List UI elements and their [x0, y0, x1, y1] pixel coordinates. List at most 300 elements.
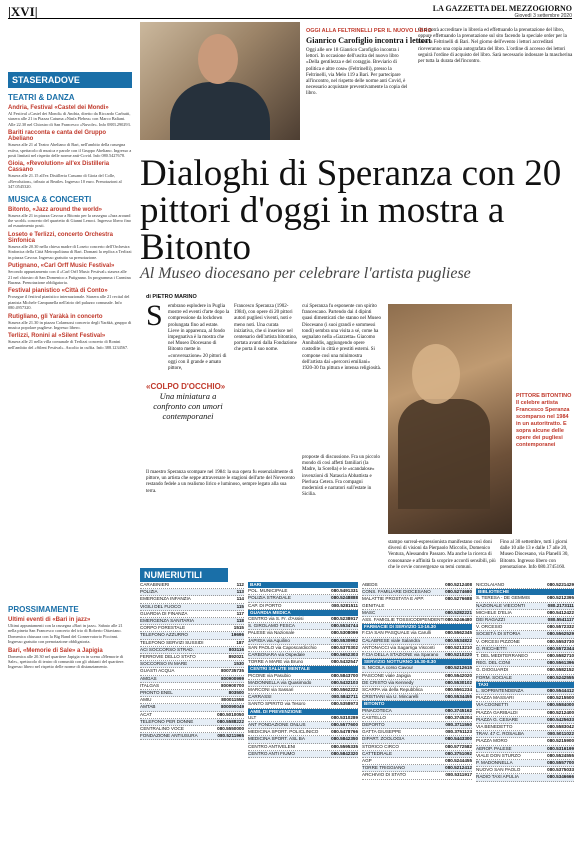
directory-entry	[140, 719, 244, 726]
page-number: |XVI|	[8, 4, 38, 19]
directory-entry-name: AMGAS	[140, 675, 157, 681]
directory-entry	[476, 724, 574, 731]
directory-entry-name: SCARPA via della Repubblica	[362, 687, 423, 693]
photo-figure-head	[198, 34, 238, 84]
page-header	[8, 4, 572, 19]
directory-entry	[362, 652, 472, 659]
directory-entry-name: CRISTIANI via U. Mincarelli	[362, 694, 419, 700]
directory-entry	[362, 638, 472, 645]
directory-entry	[248, 652, 358, 659]
directory-entry-number: 080.5572332	[547, 624, 574, 630]
article-column: Francesco Speranza (1902-1984), con opere di 20 pittori autori pugliesi viventi, noti e meno noti. Una curata iniziativa, che si inserisce nel centenario dell'artista bitontino, portata avanti dalla Fondazione che porta il suo nome.	[234, 304, 298, 353]
painting-figure-head	[412, 344, 460, 404]
directory-entry-name: NICOLAIANO	[476, 582, 505, 587]
section-title: PROSSIMAMENTE	[8, 605, 79, 614]
directory-entry-name: TELEFONO PER DONNE	[140, 718, 194, 724]
directory-entry-number: 080.5346666	[547, 774, 574, 780]
directory-entry-number: 080.5562222	[331, 687, 358, 693]
brief-title: Gianrico Carofiglio incontra i lettori	[306, 36, 431, 45]
directory-entry-name: S. TERESA - DE GEMMIS	[476, 595, 531, 601]
directory-entry-name: VIA COGNETTI	[476, 702, 509, 708]
directory-entry-number: 080.5274680	[445, 589, 472, 595]
directory-entry-name: ARCHIVIO DI STATO	[362, 772, 406, 778]
directory-entry	[140, 618, 244, 625]
directory-entry-name: STORICO CIRCO	[362, 743, 399, 749]
directory-entry-name: DE CRISTO via Kennedy	[362, 679, 414, 685]
directory-entry	[362, 582, 472, 589]
directory-entry-name: TELEFONO AZZURRO	[140, 632, 188, 638]
directory-entry	[476, 603, 574, 610]
directory-entry-number: 080.3751092	[445, 750, 472, 756]
directory-entry-name: GUARDIA MEDICA	[250, 609, 291, 615]
directory-entry-name: AEROP. PALESE	[476, 745, 512, 751]
directory-entry-name: POLIZIA STRADALE	[248, 595, 291, 601]
directory-entry-number: 800011558	[221, 697, 244, 703]
directory-entry	[476, 610, 574, 617]
directory-entry	[140, 625, 244, 632]
directory-entry-name: CENTRO via S. Fr. d'Assisi	[248, 616, 304, 622]
directory-entry-number: 080.5553730	[547, 638, 574, 644]
directory-entry-number: 080.5541117	[547, 617, 574, 623]
directory-entry	[140, 676, 244, 683]
directory-entry-number: 1515	[233, 625, 244, 631]
directory-entry-name: PICONE via Pasubio	[248, 672, 291, 678]
directory-entry	[140, 582, 244, 589]
directory-entry-name: ANTONACCI via Sagarriga Visconti	[362, 644, 435, 650]
directory-entry-name: CENTRO ANTI FIUMO	[248, 750, 295, 756]
directory-entry-number: 080.5530992	[331, 637, 358, 643]
directory-entry-name: NUOVO SAN PAOLO	[476, 767, 521, 773]
photo-figure-body	[170, 82, 270, 140]
directory-entry	[362, 630, 472, 637]
directory-entry-number: 080.5582710	[547, 653, 574, 659]
directory-entry-number: 080.5530102	[445, 679, 472, 685]
directory-entry-name: RADIO TAXI APULIA	[476, 774, 519, 780]
directory-entry-number: 080.5491331	[331, 588, 358, 594]
directory-entry-name: CONS. FAMILIARE DIOCESANO	[362, 589, 431, 595]
directory-entry	[248, 715, 358, 722]
painting-image	[388, 304, 512, 534]
article-column: Fino al 30 settembre, tutti i giorni dalle 10 alle 13 e dalle 17 alle 20, Museo Diocesano, via Planelli 30, Bitonto. Ingresso libero con prenotazione. Info 080.3745160.	[500, 540, 569, 570]
directory-entry-name: GUARDIA DI FINANZA	[140, 610, 188, 616]
directory-entry	[248, 638, 358, 645]
directory-entry	[140, 690, 244, 697]
newspaper-name: LA GAZZETTA DEL MEZZOGIORNO	[432, 4, 572, 13]
directory-entry-number: 892021	[228, 654, 244, 660]
directory-entry-number: 080.5534455	[445, 694, 472, 700]
article-column: stampo surreal-espressionista manifestano così doni diversi di visioni da Pierpaolo Miccolis, Domenico Ventura, Alessandro Passaro. Ma anche la ricerca di consonanze e affinità fa scoprire accordi sensibili, più che le ovvie convergenze su temi comuni.	[388, 540, 496, 570]
directory-entry	[476, 667, 574, 674]
directory-entry-name: ASS. FAMIGLIE TOSSICODIPENDENTI	[362, 617, 445, 623]
directory-entry-name: POLIZIA	[140, 589, 158, 595]
directory-entry-name: AMTAB	[140, 704, 156, 710]
section-title: TEATRI & DANZA	[8, 93, 75, 102]
directory-entry-number: 118	[236, 618, 244, 624]
directory-entry	[362, 673, 472, 680]
directory-entry-name: ACI SOCCORSO STRAD.	[140, 646, 194, 652]
directory-entry	[476, 675, 574, 682]
directory-entry	[362, 715, 472, 722]
directory-entry-name: MICHELE D'ELIA	[476, 609, 512, 615]
brief-kicker: OGGI ALLA FELTRINELLI PER IL NUOVO LIBRO	[306, 28, 432, 34]
directory-entry-name: S. GIROLAMO FESCA	[248, 623, 295, 629]
directory-entry	[476, 774, 574, 781]
directory-entry	[362, 687, 472, 694]
directory-entry-number: 080.5281511	[331, 602, 358, 608]
directory-entry-number: 080.5842350	[331, 736, 358, 742]
directory-entry	[140, 632, 244, 639]
event-body: Stasera alle 21.15 all'ex Distilleria Cassano di Gioia del Colle, «Revolution», tributo ai Beatles. Ingresso 10 euro. Prenotazioni al 347.0545320.	[8, 173, 122, 190]
directory-entry-name: SANTO SPIRITO via Tesoro	[248, 701, 306, 707]
directory-entry-name: V. ORCESI PIZZONE	[476, 638, 520, 644]
event-body: Prosegue il festival pianistico internazionale. Stasera alle 21 recital del pianista Michele Campanella nell'atrio del palazzo comunale. Info 080.4957320.	[8, 294, 130, 311]
directory-entry-number: 080.5842320	[331, 750, 358, 756]
directory-entry-name: FONDAZIONE ANTIUSURA	[140, 733, 198, 739]
directory-entry-number: 080.5010050	[217, 711, 244, 717]
brief-body-continued: Ci si potrà accreditare in libreria ed effettuando la prenotazione del libro, oppure effettuando la prenotazione sul sito facendo la speciale order per la libreria Feltrinelli di Bari. Nel giorno dell'evento i lettori accreditati riceveranno una copia autografata del libro. L'ordine di accesso dei lettori seguirà l'ordine di acquisto del libro. Sarà necessario indossare la mascherina per tutta la durata dell'incontro.	[418, 28, 573, 65]
event-title: Gioia, «Revolution» all'ex Distilleria Cassano	[8, 161, 110, 174]
article-headline: Dialoghi di Speranza con 20 pittori d'oggi in mostra a Bitonto	[140, 153, 562, 268]
event-title: Rutigliano, gli Yaràkà in concerto	[8, 313, 103, 320]
event-body: Secondo appuntamento con il «Carl Orff Music Festival» stasera alle 21 nel chiostro di San Domenico a Putignano. In programma i Carmina Burana. Prenotazione obbligatoria.	[8, 269, 131, 285]
directory-entry	[362, 736, 472, 743]
article-subheadline: Al Museo diocesano per celebrare l'artista pugliese	[140, 265, 471, 282]
directory-entry-number: 080.5221429	[547, 582, 574, 587]
event-body: Domenica alle 20.30 nel quartiere Japigia va in scena «Memorie di Sale», spettacolo di teatro di comunità con gli abitanti del quartiere. Ingresso libero nel rispetto delle norme di distanziamento.	[8, 653, 125, 670]
directory-entry-number: 080.5212615	[445, 665, 472, 671]
directory-entry-number: 080.5370302	[331, 644, 358, 650]
directory-entry-name: ABEDS	[362, 582, 378, 587]
directory-entry-number: 080.5358973	[331, 701, 358, 707]
directory-entry-name: AMIU	[140, 697, 152, 703]
directory-entry-name: JAPIGIA via Aquilino	[248, 637, 290, 643]
directory-entry	[248, 694, 358, 701]
directory-entry-number: 080.5562529	[547, 631, 574, 637]
directory-entry-number: 19696	[231, 632, 244, 638]
issue-date: Giovedì 3 settembre 2020	[514, 13, 572, 19]
directory-heading: NUMERIUTILI	[140, 568, 228, 582]
directory-entry-name: PINACOTECA	[362, 707, 392, 713]
directory-entry	[362, 694, 472, 701]
directory-entry-number: 080.5210220	[445, 652, 472, 658]
directory-entry	[476, 746, 574, 753]
directory-entry	[476, 760, 574, 767]
directory-entry-number: 080.5561234	[445, 687, 472, 693]
directory-entry-number: 080.5843700	[331, 672, 358, 678]
directory-entry	[248, 673, 358, 680]
directory-entry-number: 080.5550000	[217, 726, 244, 732]
directory-entry-number: 080.5583042	[547, 724, 574, 730]
directory-entry-name: CENTRI SALUTE MENTALE	[250, 666, 310, 672]
directory-entry-number: 114	[236, 596, 244, 602]
directory-entry-number: 080.5588222	[217, 718, 244, 724]
directory-entry-number: 080.5011022	[547, 731, 574, 737]
directory-entry	[248, 603, 358, 610]
directory-entry-name: BIBLIOTECHE	[478, 589, 510, 595]
event-body: Ultimi appuntamenti con la rassegna «Bari in jazz». Sabato alle 21 nella pineta San Francesco concerto del trio di Roberto Ottaviano. Domenica chiusura con la Big Band del Conservatorio Piccinni. Ingresso gratuito con prenotazione obbligatoria.	[8, 623, 123, 645]
directory-entry-number: 080.5772582	[445, 743, 472, 749]
directory-entry	[362, 645, 472, 652]
directory-entry-number: 080.5584000	[547, 702, 574, 708]
article-column: Il maestro Speranza scompare nel 1984: la sua opera fu essenzialmente di pittore, un artista che seppe attraversare le stagioni dell'arte del Novecento restando fedele a un realismo lirico e luminoso, sempre legato alla sua terra.	[146, 470, 295, 494]
directory-entry	[140, 726, 244, 733]
event-body: Stasera alle 21.30 in piazza Colamussi concerto degli Yaràkà, gruppo di musica popolare pugliese. Ingresso libero.	[8, 319, 132, 330]
directory-entry-number: 080.5478766	[331, 729, 358, 735]
directory-entry-name: CARABINIERI	[140, 582, 170, 587]
directory-entry-number: 080.5248888	[331, 595, 358, 601]
directory-entry	[140, 683, 244, 690]
directory-entry	[476, 595, 574, 602]
directory-entry	[248, 623, 358, 630]
directory-entry-number: 080.5246480	[445, 617, 472, 623]
directory-entry	[248, 595, 358, 602]
event-title: Ultimi eventi di «Bari in jazz»	[8, 617, 91, 623]
directory-entry	[362, 680, 472, 687]
directory-entry-name: CALABRESE viale Salandra	[362, 637, 420, 643]
directory-entry	[476, 702, 574, 709]
directory-entry-name: ACAT	[140, 711, 152, 717]
directory-entry-number: 080.5652303	[331, 652, 358, 658]
directory-entry-name: DIPART. ZOOLOGIA	[362, 736, 405, 742]
directory-entry	[476, 688, 574, 695]
directory-entry-name: AMB. DI PREVENZIONE	[250, 708, 302, 714]
directory-entry	[476, 717, 574, 724]
directory-entry	[140, 661, 244, 668]
directory-entry-name: V. ORCESIO	[476, 624, 503, 630]
directory-entry-number: 080.5375033	[547, 767, 574, 773]
directory-entry-name: PIAZZA GARIBALDI	[476, 709, 518, 715]
directory-entry-name: EMERGENZA SANITARIA	[140, 618, 195, 624]
directory-entry-name: DEI RAGAZZI	[476, 617, 505, 623]
directory-entry-name: VIALE DON STURZO	[476, 752, 521, 758]
section-title: MUSICA & CONCERTI	[8, 194, 92, 204]
directory-entry	[362, 772, 472, 779]
directory-entry-name: POL. MUNICIPALE	[248, 588, 288, 594]
directory-entry-number: 080.5534744	[331, 623, 358, 629]
directory-entry-number: 113	[236, 589, 244, 595]
directory-entry-number: 080.3745162	[445, 707, 472, 713]
directory-entry-name: G. RICCHETTI	[476, 645, 507, 651]
directory-entry-name: MEDICINA SPORT. ASL BA	[248, 736, 305, 742]
directory-entry-name: TRAV. 47 C. ROSALBA	[476, 731, 524, 737]
directory-entry-name: T. DEL MEDITERRANEO	[476, 653, 528, 659]
directory-entry-name: CAP. DI PORTO	[248, 602, 282, 608]
drop-cap: S	[146, 299, 163, 332]
directory-entry-number: 800735735	[221, 668, 244, 674]
directory-entry-name: CENTRO ANTIVELENI	[248, 743, 296, 749]
pull-quote	[146, 382, 230, 421]
directory-entry-name: PRONTO ENEL	[140, 690, 173, 696]
directory-entry	[476, 710, 574, 717]
author-photo	[140, 22, 300, 140]
directory-entry	[140, 604, 244, 611]
event-title: Festival pianistico «Città di Conto»	[8, 288, 108, 295]
directory-entry-name: PALESE via Nazionale	[248, 630, 295, 636]
directory-entry-number: 080.3745204	[445, 714, 472, 720]
directory-entry-name: PIAZZA G. CESARE	[476, 716, 519, 722]
event-title: Bariti racconta e canta del Gruppo Abeliano	[8, 130, 107, 143]
directory-entry	[248, 729, 358, 736]
directory-entry-number: 080.5215900	[547, 738, 574, 744]
directory-entry	[140, 668, 244, 675]
directory-entry-number: 187	[236, 639, 244, 645]
directory-entry	[362, 596, 472, 609]
directory-entry	[140, 611, 244, 618]
directory-entry-name: S. NICOLA corso Cavour	[362, 665, 414, 671]
article-column: embrano esplodere in Puglia mostre ed eventi d'arte dopo la compressione da lockdown prolungata fino ad estate. Lieve in apparenza, al fondo impegnativa è la mostra che nel Museo Diocesano di Bitonto mette in «conversazione» 20 pittori di oggi con il grande e amato pittore,	[168, 304, 230, 372]
directory-entry	[362, 751, 472, 758]
directory-entry-number: 080.5542020	[445, 672, 472, 678]
event-title: Andria, Festival «Castel dei Mondi»	[8, 105, 109, 111]
pull-quote-text: Una miniatura a confronto con umori contemporanei	[153, 391, 223, 421]
directory-entry-number: 080.5308099	[331, 630, 358, 636]
directory-entry	[248, 659, 358, 666]
directory-entry-number: 080.5238917	[331, 616, 358, 622]
directory-entry-name: F.CIA SAN PASQUALE via Carulli	[362, 630, 431, 636]
directory-entry-name: CORPO FORESTALE	[140, 625, 186, 631]
directory-entry-number: 080.5572344	[547, 645, 574, 651]
directory-entry-name: GUASTI ACQUA	[140, 668, 175, 674]
painting-figure-body	[398, 399, 490, 509]
directory-entry-number: 080.5212400	[547, 709, 574, 715]
directory-entry-number: 080.5212408	[445, 582, 472, 587]
directory-column-services	[362, 582, 472, 780]
directory-entry-number: 080.5544412	[547, 688, 574, 694]
directory-entry-name: PASCONE viale Japigia	[362, 672, 411, 678]
directory-entry-name: SOCIETÀ DI STORIA	[476, 631, 521, 637]
directory-entry-number: 080.5432547	[331, 659, 358, 665]
directory-entry	[476, 695, 574, 702]
directory-entry	[248, 736, 358, 743]
directory-entry-name: NAZIONALE VIECONTI	[476, 602, 526, 608]
event-body: Stasera alle 21 al Teatro Abeliano di Bari, nell'ambito della rassegna estiva, spettacolo di musica e parole con il Gruppo Abeliano. Ingresso a posti limitati nel rispetto delle norme anti-Covid. Info 080.5427678.	[8, 142, 132, 159]
directory-entry-name: ANT FONDAZIONE ONLUS	[248, 722, 306, 728]
photo-caption: PITTORE BITONTINO Il celebre artista Francesco Speranza scomparso nel 1984 in un autoritratto. E sopra alcune delle opere dei pugliesi contemporanei	[516, 393, 572, 448]
directory-entry-number: 080.5577600	[331, 722, 358, 728]
directory-entry-number: 080.5282221	[445, 609, 472, 615]
directory-entry	[140, 589, 244, 596]
directory-entry	[140, 640, 244, 647]
directory-entry-number: 080.3711550	[445, 722, 472, 728]
directory-entry	[362, 765, 472, 772]
directory-column-bari	[248, 582, 358, 758]
upcoming-events	[8, 600, 132, 835]
directory-entry	[140, 712, 244, 719]
directory-entry-name: CATTEDRALE	[362, 750, 393, 756]
directory-entry-name: CENTRALINO VOCE	[140, 726, 184, 732]
directory-entry	[140, 733, 244, 740]
directory-entry	[362, 617, 472, 624]
directory-entry-number: 803500	[228, 690, 244, 696]
directory-entry-name: MALATTIE PROSTATA E APP. GENITALE	[362, 596, 425, 608]
directory-entry-name: SAN PAOLO via Caposcardicchio	[248, 644, 317, 650]
directory-entry-number: 800900700	[221, 682, 244, 688]
directory-entry	[362, 758, 472, 765]
directory-entry	[140, 704, 244, 711]
directory-entry	[140, 647, 244, 654]
directory-entry-name: FERROVIE DELLO STATO	[140, 654, 196, 660]
directory-entry-name: ULT	[248, 714, 257, 720]
directory-entry	[476, 639, 574, 646]
directory-entry-number: 080.3751123	[445, 729, 472, 735]
directory-entry-name: FORM. SOCIALE	[476, 674, 512, 680]
directory-entry-number: 080.5562345	[445, 630, 472, 636]
brief-body: Oggi alle ore 18 Gianrico Carofiglio incontra i lettori. In occasione dell'uscita del nuovo libro «Della gentilezza e del coraggio. Breviario di politica e altre cose» (Feltrinelli), presso la Feltrinelli, via Melo 119 a Bari. Per partecipare all'incontro, nel rispetto delle norme anti Covid, è necessario acquistare preventivamente la copia del libro.	[306, 48, 408, 97]
directory-entry-number: 080.5311917	[445, 772, 472, 778]
directory-entry	[476, 731, 574, 738]
directory-entry-number: 080.5425633	[547, 716, 574, 722]
article-author: di PIETRO MARINO	[146, 294, 197, 300]
directory-entry	[248, 588, 358, 595]
directory-entry	[248, 751, 358, 758]
directory-entry-number: 800090049	[221, 704, 244, 710]
directory-entry-number: 080.5582152	[547, 667, 574, 673]
event-body: Al Festival «Castel dei Mondi» di Andria, diretto da Riccardo Carbutti, stasera alle 21 in Piazza Catuma «Ninfa Plebea» con Marco Baliani. Alle 22.30 nel Chiostro di San Francesco «Nuvole». Info 0883.290293.	[8, 111, 131, 127]
directory-entry-number: 080.5432103	[331, 679, 358, 685]
directory-entry-name: EMERGENZA INFANZIA	[140, 596, 191, 602]
directory-entry-number: 080.5215500	[547, 695, 574, 701]
directory-entry-number: 080.5534822	[445, 637, 472, 643]
directory-entry-name: MADONNELLA via Quasimodo	[248, 679, 312, 685]
directory-entry-name: PIAZZA MORO	[476, 738, 508, 744]
directory-entry-number: 080.5595335	[331, 743, 358, 749]
directory-entry	[476, 753, 574, 760]
directory-entry-name: ITALGAS	[140, 682, 160, 688]
directory-entry-name: P. MADONNELLA	[476, 760, 513, 766]
directory-entry-number: 080.5242555	[547, 674, 574, 680]
directory-entry	[476, 767, 574, 774]
directory-entry-number: 1530	[233, 661, 244, 667]
directory-entry	[248, 645, 358, 652]
article-column: proposte di discussione. Fra un piccolo mondo di così affetti familiari (la Madre, la Sorella) e le «scandalose» invenzioni di Natascia Abbattista e Pierluca Cetera. Fra compagni modernisti e narratori sull'estate in Sicilia.	[302, 455, 381, 498]
directory-entry-number: 080.5842711	[331, 694, 358, 700]
directory-entry	[476, 582, 574, 589]
directory-entry-number: 080.5561396	[547, 660, 574, 666]
directory-entry	[362, 610, 472, 617]
directory-entry-number: 080.5276688	[445, 596, 472, 602]
directory-entry-number: 080.5557700	[547, 760, 574, 766]
event-title: Bari, «Memorie di Sale» a Japigia	[8, 647, 103, 654]
directory-entry-name: TAXI	[478, 681, 489, 687]
directory-city-title: BARI	[248, 582, 358, 588]
directory-entry-name: PIAZZA MASSARI	[476, 695, 514, 701]
directory-entry-name: REG. DEL CONI	[476, 660, 511, 666]
directory-entry-number: 080.5310289	[331, 714, 358, 720]
directory-entry-name: AGP	[362, 758, 372, 764]
directory-column-libraries-taxi	[476, 582, 574, 782]
directory-entry-number: 080.2173111	[547, 602, 574, 608]
event-title: Terlizzi, Ronini al «Silent Festival»	[8, 333, 106, 340]
pull-quote-title: «COLPO D'OCCHIO»	[146, 382, 226, 391]
directory-entry-number: 117	[236, 610, 244, 616]
directory-entry	[476, 738, 574, 745]
directory-entry	[362, 722, 472, 729]
directory-entry-name: CASTELLO	[362, 714, 386, 720]
directory-entry	[248, 744, 358, 751]
directory-entry-name: SOCCORSO IN MARE	[140, 661, 188, 667]
directory-entry-name: VIA BENEDETTO	[476, 724, 513, 730]
directory-entry	[248, 630, 358, 637]
directory-entry-number: 080.5212395	[547, 595, 574, 601]
directory-entry-name: FARMACIE DI SERVIZIO 13-16.30	[364, 624, 436, 630]
directory-entry-number: 800900999	[221, 675, 244, 681]
directory-entry-name: L. SOPRINTENDENZA	[476, 688, 524, 694]
directory-entry	[362, 744, 472, 751]
directory-entry-name: CARRASSI	[248, 694, 272, 700]
event-body: Stasera alle 21 nella villa comunale di Terlizzi concerto di Ronini nell'ambito del «Silent Festival». Ascolto in cuffia. Info 388.1234567.	[8, 339, 129, 350]
event-title: Bitonto, «Jazz around the world»	[8, 206, 103, 213]
directory-entry	[362, 729, 472, 736]
